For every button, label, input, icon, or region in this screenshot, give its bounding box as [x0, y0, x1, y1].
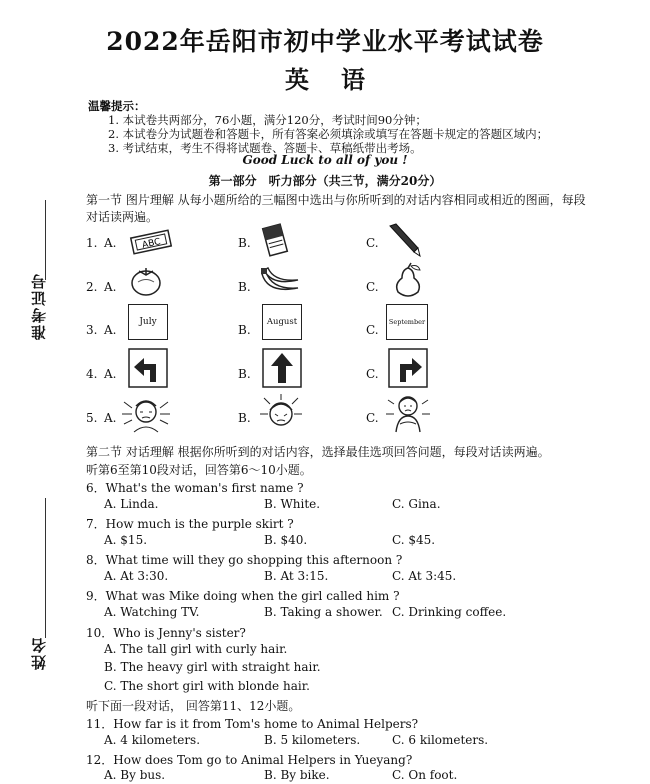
name-line — [45, 498, 46, 638]
tomato-image — [128, 262, 164, 298]
exam-id-line — [45, 200, 46, 280]
good-luck: Good Luck to all of you ! — [242, 153, 408, 167]
name-label: 姓名 — [30, 636, 48, 670]
q1-number: 1. — [86, 236, 98, 250]
q12-option-b: B. By bike. — [264, 768, 330, 782]
q2-option-a-label: A. — [104, 280, 117, 294]
q9-option-b: B. Taking a shower. — [264, 605, 383, 619]
sneezing-person-image — [120, 394, 172, 434]
tip-1: 1. 本试卷共两部分，76小题，满分120分，考试时间90分钟； — [108, 113, 427, 127]
q8-option-b: B. At 3:15. — [264, 569, 329, 583]
page-title: 2022年岳阳市初中学业水平考试试卷 — [106, 27, 544, 56]
q10-text: 10．Who is Jenny's sister? — [86, 626, 246, 640]
abc-block-text: ABC — [141, 237, 162, 251]
q11-text: 11．How far is it from Tom's home to Animal Helpers? — [86, 717, 419, 731]
section2-sub-instruction-2: 听下面一段对话， 回答第11、12小题。 — [86, 699, 301, 713]
q2-option-b-label: B. — [238, 280, 251, 294]
q12-option-c: C. On foot. — [392, 768, 458, 782]
q5-option-b-label: B. — [238, 411, 251, 425]
q1-option-c-label: C. — [366, 236, 379, 250]
q8-option-a: A. At 3:30. — [104, 569, 169, 583]
q8-text: 8．What time will they go shopping this afternoon ? — [86, 553, 403, 567]
q7-option-a: A. $15. — [104, 533, 148, 547]
abc-block-image — [126, 224, 176, 260]
section1-instruction-cont: 对话读两遍。 — [86, 210, 159, 224]
headache-person-image — [256, 392, 306, 434]
subject-title: 英 语 — [285, 65, 365, 94]
q3-option-b-label: B. — [238, 323, 251, 337]
part1-heading: 第一部分 听力部分（共三节，满分20分） — [208, 174, 442, 188]
q1-option-a-label: A. — [104, 236, 117, 250]
q10-option-a: A. The tall girl with curly hair. — [104, 642, 288, 656]
q9-text: 9．What was Mike doing when the girl called him ? — [86, 589, 400, 603]
q7-option-c: C. $45. — [392, 533, 436, 547]
q4-option-a-label: A. — [104, 367, 117, 381]
section2-instruction: 第二节 对话理解 根据你所听到的对话内容，选择最佳选项回答问题，每段对话读两遍。 — [86, 445, 550, 459]
q4-option-b-label: B. — [238, 367, 251, 381]
tip-2: 2. 本试卷分为试题卷和答题卡，所有答案必须填涂或填写在答题卡规定的答题区域内； — [108, 127, 549, 141]
q4-number: 4. — [86, 367, 98, 381]
q1-option-b-label: B. — [238, 236, 251, 250]
q4-option-c-label: C. — [366, 367, 379, 381]
exam-id-label: 准考证号 — [30, 272, 48, 340]
straight-arrow-icon — [262, 348, 302, 388]
q6-option-c: C. Gina. — [392, 497, 441, 511]
q7-text: 7．How much is the purple skirt ? — [86, 517, 294, 531]
calendar-september: September — [386, 304, 428, 340]
q11-option-c: C. 6 kilometers. — [392, 733, 489, 747]
q10-option-b: B. The heavy girl with straight hair. — [104, 660, 321, 674]
q3-option-a-label: A. — [104, 323, 117, 337]
stomachache-person-image — [382, 390, 434, 434]
eraser-image — [258, 220, 292, 260]
calendar-july: July — [128, 304, 168, 340]
q5-option-c-label: C. — [366, 411, 379, 425]
q3-option-c-label: C. — [366, 323, 379, 337]
pear-image — [390, 262, 426, 300]
q2-number: 2. — [86, 280, 98, 294]
section1-instruction: 第一节 图片理解 从每小题所给的三幅图中选出与你所听到的对话内容相同或相近的图画，每段 — [86, 193, 586, 207]
q7-option-b: B. $40. — [264, 533, 308, 547]
q6-option-a: A. Linda. — [104, 497, 159, 511]
q8-option-c: C. At 3:45. — [392, 569, 457, 583]
turn-left-arrow-icon — [128, 348, 168, 388]
calendar-august: August — [262, 304, 302, 340]
turn-right-arrow-icon — [388, 348, 428, 388]
q2-option-c-label: C. — [366, 280, 379, 294]
q10-option-c: C. The short girl with blonde hair. — [104, 679, 310, 693]
q6-option-b: B. White. — [264, 497, 321, 511]
q11-option-a: A. 4 kilometers. — [104, 733, 201, 747]
pencil-image — [386, 222, 422, 258]
bananas-image — [258, 266, 302, 298]
q5-number: 5. — [86, 411, 98, 425]
q12-text: 12．How does Tom go to Animal Helpers in Yueyang? — [86, 753, 413, 767]
tips-heading: 温馨提示： — [88, 99, 146, 113]
q9-option-a: A. Watching TV. — [104, 605, 200, 619]
q3-number: 3. — [86, 323, 98, 337]
q9-option-c: C. Drinking coffee. — [392, 605, 507, 619]
q11-option-b: B. 5 kilometers. — [264, 733, 361, 747]
q12-option-a: A. By bus. — [104, 768, 166, 782]
section2-sub-instruction: 听第6至第10段对话，回答第6～10小题。 — [86, 463, 312, 477]
q5-option-a-label: A. — [104, 411, 117, 425]
tip-3: 3. 考试结束，考生不得将试题卷、答题卡、草稿纸带出考场。 — [108, 141, 422, 155]
q6-text: 6．What's the woman's first name ? — [86, 481, 304, 495]
